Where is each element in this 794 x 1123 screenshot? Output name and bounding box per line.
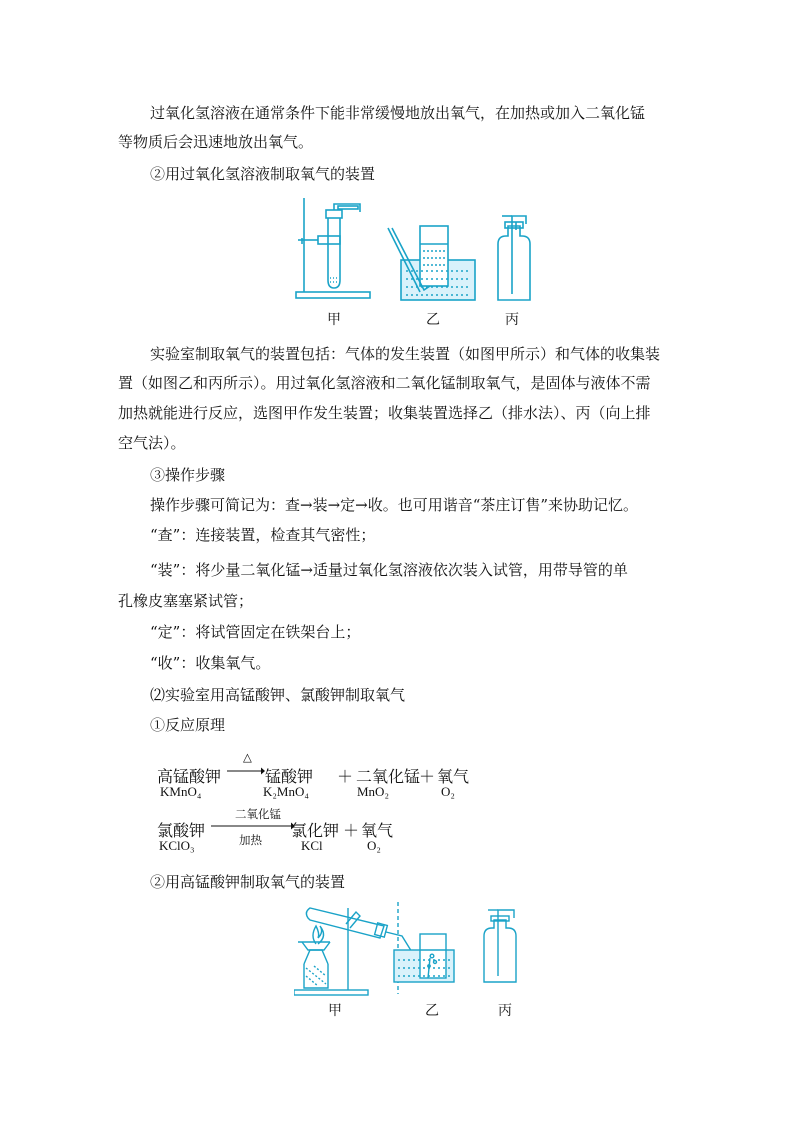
text-line: “装”：将少量二氧化锰→适量过氧化氢溶液依次装入试管，用带导管的单 [150,561,628,579]
text-line: 空气法）。 [118,434,186,452]
water-trough [388,226,475,300]
arrow-icon [227,766,265,776]
text-line: “查”：连接装置，检查其气密性； [150,526,376,544]
text-line: “收”：收集氧气。 [150,654,271,672]
subheading: ⑵实验室用高锰酸钾、氯酸钾制取氧气 [150,686,406,704]
subheading: ③操作步骤 [150,466,226,484]
condition-label: 加热 [239,835,262,847]
water-trough [394,934,454,982]
figure-label-jia: 甲 [328,1003,342,1019]
figure-label-jia: 甲 [327,312,341,328]
gas-bottle [484,910,516,982]
product-formula: KCl [301,838,323,853]
plus-sign: ＋ [337,769,354,786]
gas-bottle [498,216,530,300]
figure-kmno4-apparatus [294,898,534,998]
figure-label-bing: 丙 [498,1003,512,1019]
text-line: 孔橡皮塞塞紧试管； [118,592,254,610]
plus-sign: ＋ [419,769,436,786]
text-line: 置（如图乙和丙所示）。用过氧化氢溶液和二氧化锰制取氧气，是固体与液体不需 [118,374,651,392]
product-name: 锰酸钾 [265,769,314,786]
reactant-formula: KMnO₄ [160,784,202,799]
product-name: 氯化钾 [291,823,340,840]
product-name: 氧气 [437,769,470,786]
product-formula: O₂ [441,784,455,799]
catalyst-label: 二氧化锰 [235,809,281,821]
condition-heat: △ [243,752,252,764]
plus-sign: ＋ [343,823,360,840]
subheading: ②用高锰酸钾制取氧气的装置 [150,873,346,891]
product-formula: O₂ [367,838,381,853]
text-line: 加热就能进行反应，选图甲作发生装置；收集装置选择乙（排水法）、丙（向上排 [118,404,651,422]
product-formula: K₂MnO₄ [263,784,309,799]
product-name: 氧气 [361,823,394,840]
figure-label-yi: 乙 [425,1003,439,1019]
subheading: ①反应原理 [150,716,226,734]
iron-stand [296,198,370,298]
reaction-kmno4 [157,752,477,802]
figure-label-bing: 丙 [505,312,519,328]
reactant-formula: KClO₃ [159,838,195,853]
text-line: 过氧化氢溶液在通常条件下能非常缓慢地放出氧气，在加热或加入二氧化锰 [150,104,646,122]
text-line: 操作步骤可简记为：查→装→定→收。也可用谐音“茶庄订售”来协助记忆。 [150,496,639,514]
product-formula: MnO₂ [357,784,389,799]
product-name: 二氧化锰 [356,769,421,786]
subheading: ②用过氧化氢溶液制取氧气的装置 [150,165,376,183]
text-line: “定”：将试管固定在铁架台上； [150,623,361,641]
reactant-name: 氯酸钾 [157,823,206,840]
reaction-kclo3 [157,808,477,856]
arrow-icon [211,821,295,831]
text-line: 实验室制取氧气的装置包括：气体的发生装置（如图甲所示）和气体的收集装 [150,345,661,363]
figure-label-yi: 乙 [426,312,440,328]
reactant-name: 高锰酸钾 [157,769,222,786]
text-line: 等物质后会迅速地放出氧气。 [118,133,314,151]
